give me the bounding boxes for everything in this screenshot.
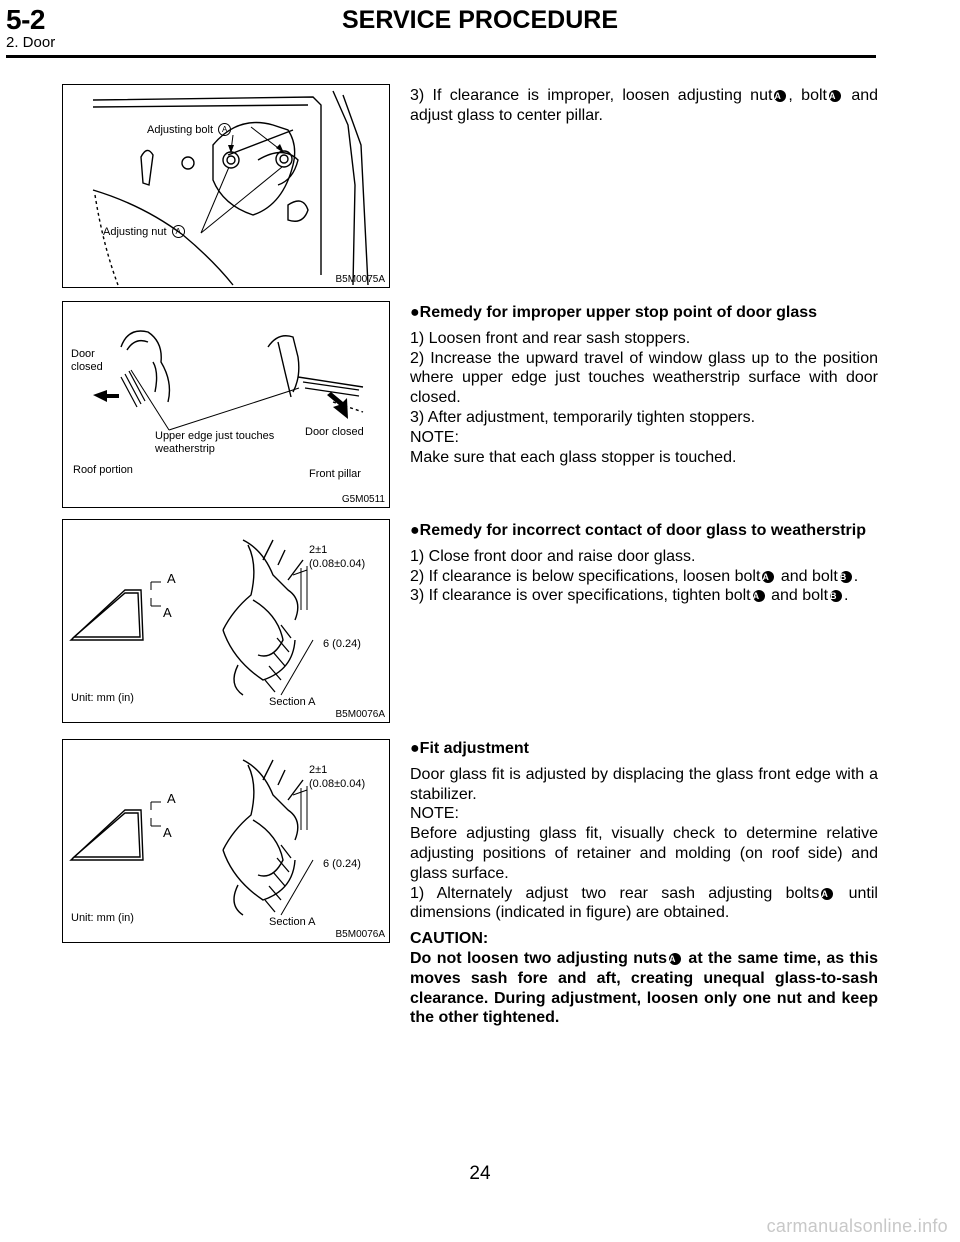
figure-id: B5M0075A	[335, 274, 385, 285]
figure-id: B5M0076A	[335, 709, 385, 720]
figure-adjusting-bolt-nut	[62, 84, 390, 288]
dimension-2mm: 2±1	[309, 764, 328, 776]
intro-text: Door glass fit is adjusted by displacing the glass front edge with a stabilizer.	[410, 765, 878, 803]
step-3-loosen: 3) If clearance is improper, loosen adjusting nut A , bolt A and adjust glass to center pillar.	[410, 87, 879, 124]
section-mark-a-bottom: A	[163, 825, 172, 840]
marker-b-icon: B	[840, 571, 852, 583]
dimension-6mm: 6 (0.24)	[323, 858, 361, 870]
dimension-2mm: 2±1	[309, 544, 328, 556]
marker-a-icon: A	[829, 90, 841, 102]
note-text: Before adjusting glass fit, visually check to determine relative adjusting positions of retainer and molding (on roof side) and glass surface.	[410, 825, 878, 882]
step-1: 1) Loosen front and rear sash stoppers.	[410, 329, 691, 347]
step-3: 3) After adjustment, temporarily tighten stoppers.	[410, 408, 756, 426]
figure-id: G5M0511	[341, 494, 385, 505]
header-rule	[6, 55, 876, 58]
adjusting-nut-label: Adjusting nut A	[103, 225, 185, 239]
dimension-6mm: 6 (0.24)	[323, 638, 361, 650]
upper-edge-label: Upper edge just touches weatherstrip	[155, 430, 275, 455]
marker-a-icon: A	[753, 590, 765, 602]
figure-section-a-2	[62, 739, 390, 943]
marker-a-icon: A	[774, 90, 786, 102]
step-3: 3) If clearance is over specifications, tighten bolt A and bolt B .	[410, 587, 849, 605]
text-block-upper-stop	[410, 303, 878, 467]
front-pillar-label: Front pillar	[309, 468, 361, 480]
step-1: 1) Close front door and raise door glass.	[410, 547, 696, 565]
caution-label: CAUTION:	[410, 930, 489, 948]
figure-id: B5M0076A	[335, 929, 385, 940]
figure-upper-stop	[62, 301, 390, 508]
section-heading: ●Remedy for improper upper stop point of door glass	[410, 304, 818, 321]
text-block-clearance	[410, 86, 878, 126]
bullet-icon: ●	[410, 740, 420, 757]
door-closed-left-label: Door closed	[71, 348, 103, 373]
step-2: 2) If clearance is below specifications, loosen bolt A and bolt B .	[410, 567, 859, 585]
section-mark-a-bottom: A	[163, 605, 172, 620]
section-heading: ●Fit adjustment	[410, 740, 530, 757]
step-1: 1) Alternately adjust two rear sash adjusting bolts A until dimensions (indicated in figure) are obtained.	[410, 884, 878, 922]
section-mark-a-top: A	[167, 571, 176, 586]
text-block-fit-adjustment	[410, 739, 878, 1028]
figure-section-a-1	[62, 519, 390, 723]
marker-a-icon: A	[669, 953, 681, 965]
bullet-icon: ●	[410, 304, 420, 321]
bullet-icon: ●	[410, 522, 420, 539]
marker-a-icon: A	[821, 888, 833, 900]
marker-a-icon: A	[762, 571, 774, 583]
dimension-2mm-inch: (0.08±0.04)	[309, 558, 366, 570]
section-number: 5-2	[6, 4, 45, 35]
section-mark-a-top: A	[167, 791, 176, 806]
marker-a-icon: A	[172, 225, 185, 238]
note-label: NOTE:	[410, 805, 459, 823]
unit-label: Unit: mm (in)	[71, 912, 134, 924]
door-closed-right-label: Door closed	[305, 426, 364, 438]
page-number: 24	[469, 1163, 491, 1184]
figure-1-drawing	[63, 85, 389, 287]
watermark: carmanualsonline.info	[766, 1216, 948, 1236]
marker-a-icon: A	[218, 123, 231, 136]
unit-label: Unit: mm (in)	[71, 692, 134, 704]
dimension-2mm-inch: (0.08±0.04)	[309, 778, 366, 790]
section-heading: ●Remedy for incorrect contact of door glass to weatherstrip	[410, 522, 866, 539]
marker-b-icon: B	[830, 590, 842, 602]
step-2: 2) Increase the upward travel of window glass up to the position where upper edge just touches weatherstrip surface with door closed.	[410, 349, 878, 407]
caution-text: Do not loosen two adjusting nuts A at the same time, as this moves sash fore and aft, creating unequal glass-to-sash clearance. During adjustment, loosen only one nut and keep the other tightened.	[410, 949, 878, 1027]
note-label: NOTE:	[410, 428, 459, 446]
roof-portion-label: Roof portion	[73, 464, 133, 476]
section-a-label: Section A	[269, 916, 316, 928]
text-block-weatherstrip	[410, 521, 878, 606]
page-subtitle: 2. Door	[6, 34, 56, 51]
section-a-label: Section A	[269, 696, 316, 708]
note-text: Make sure that each glass stopper is touched.	[410, 448, 737, 466]
page-title: SERVICE PROCEDURE	[342, 6, 618, 34]
adjusting-bolt-label: Adjusting bolt A	[147, 123, 231, 137]
